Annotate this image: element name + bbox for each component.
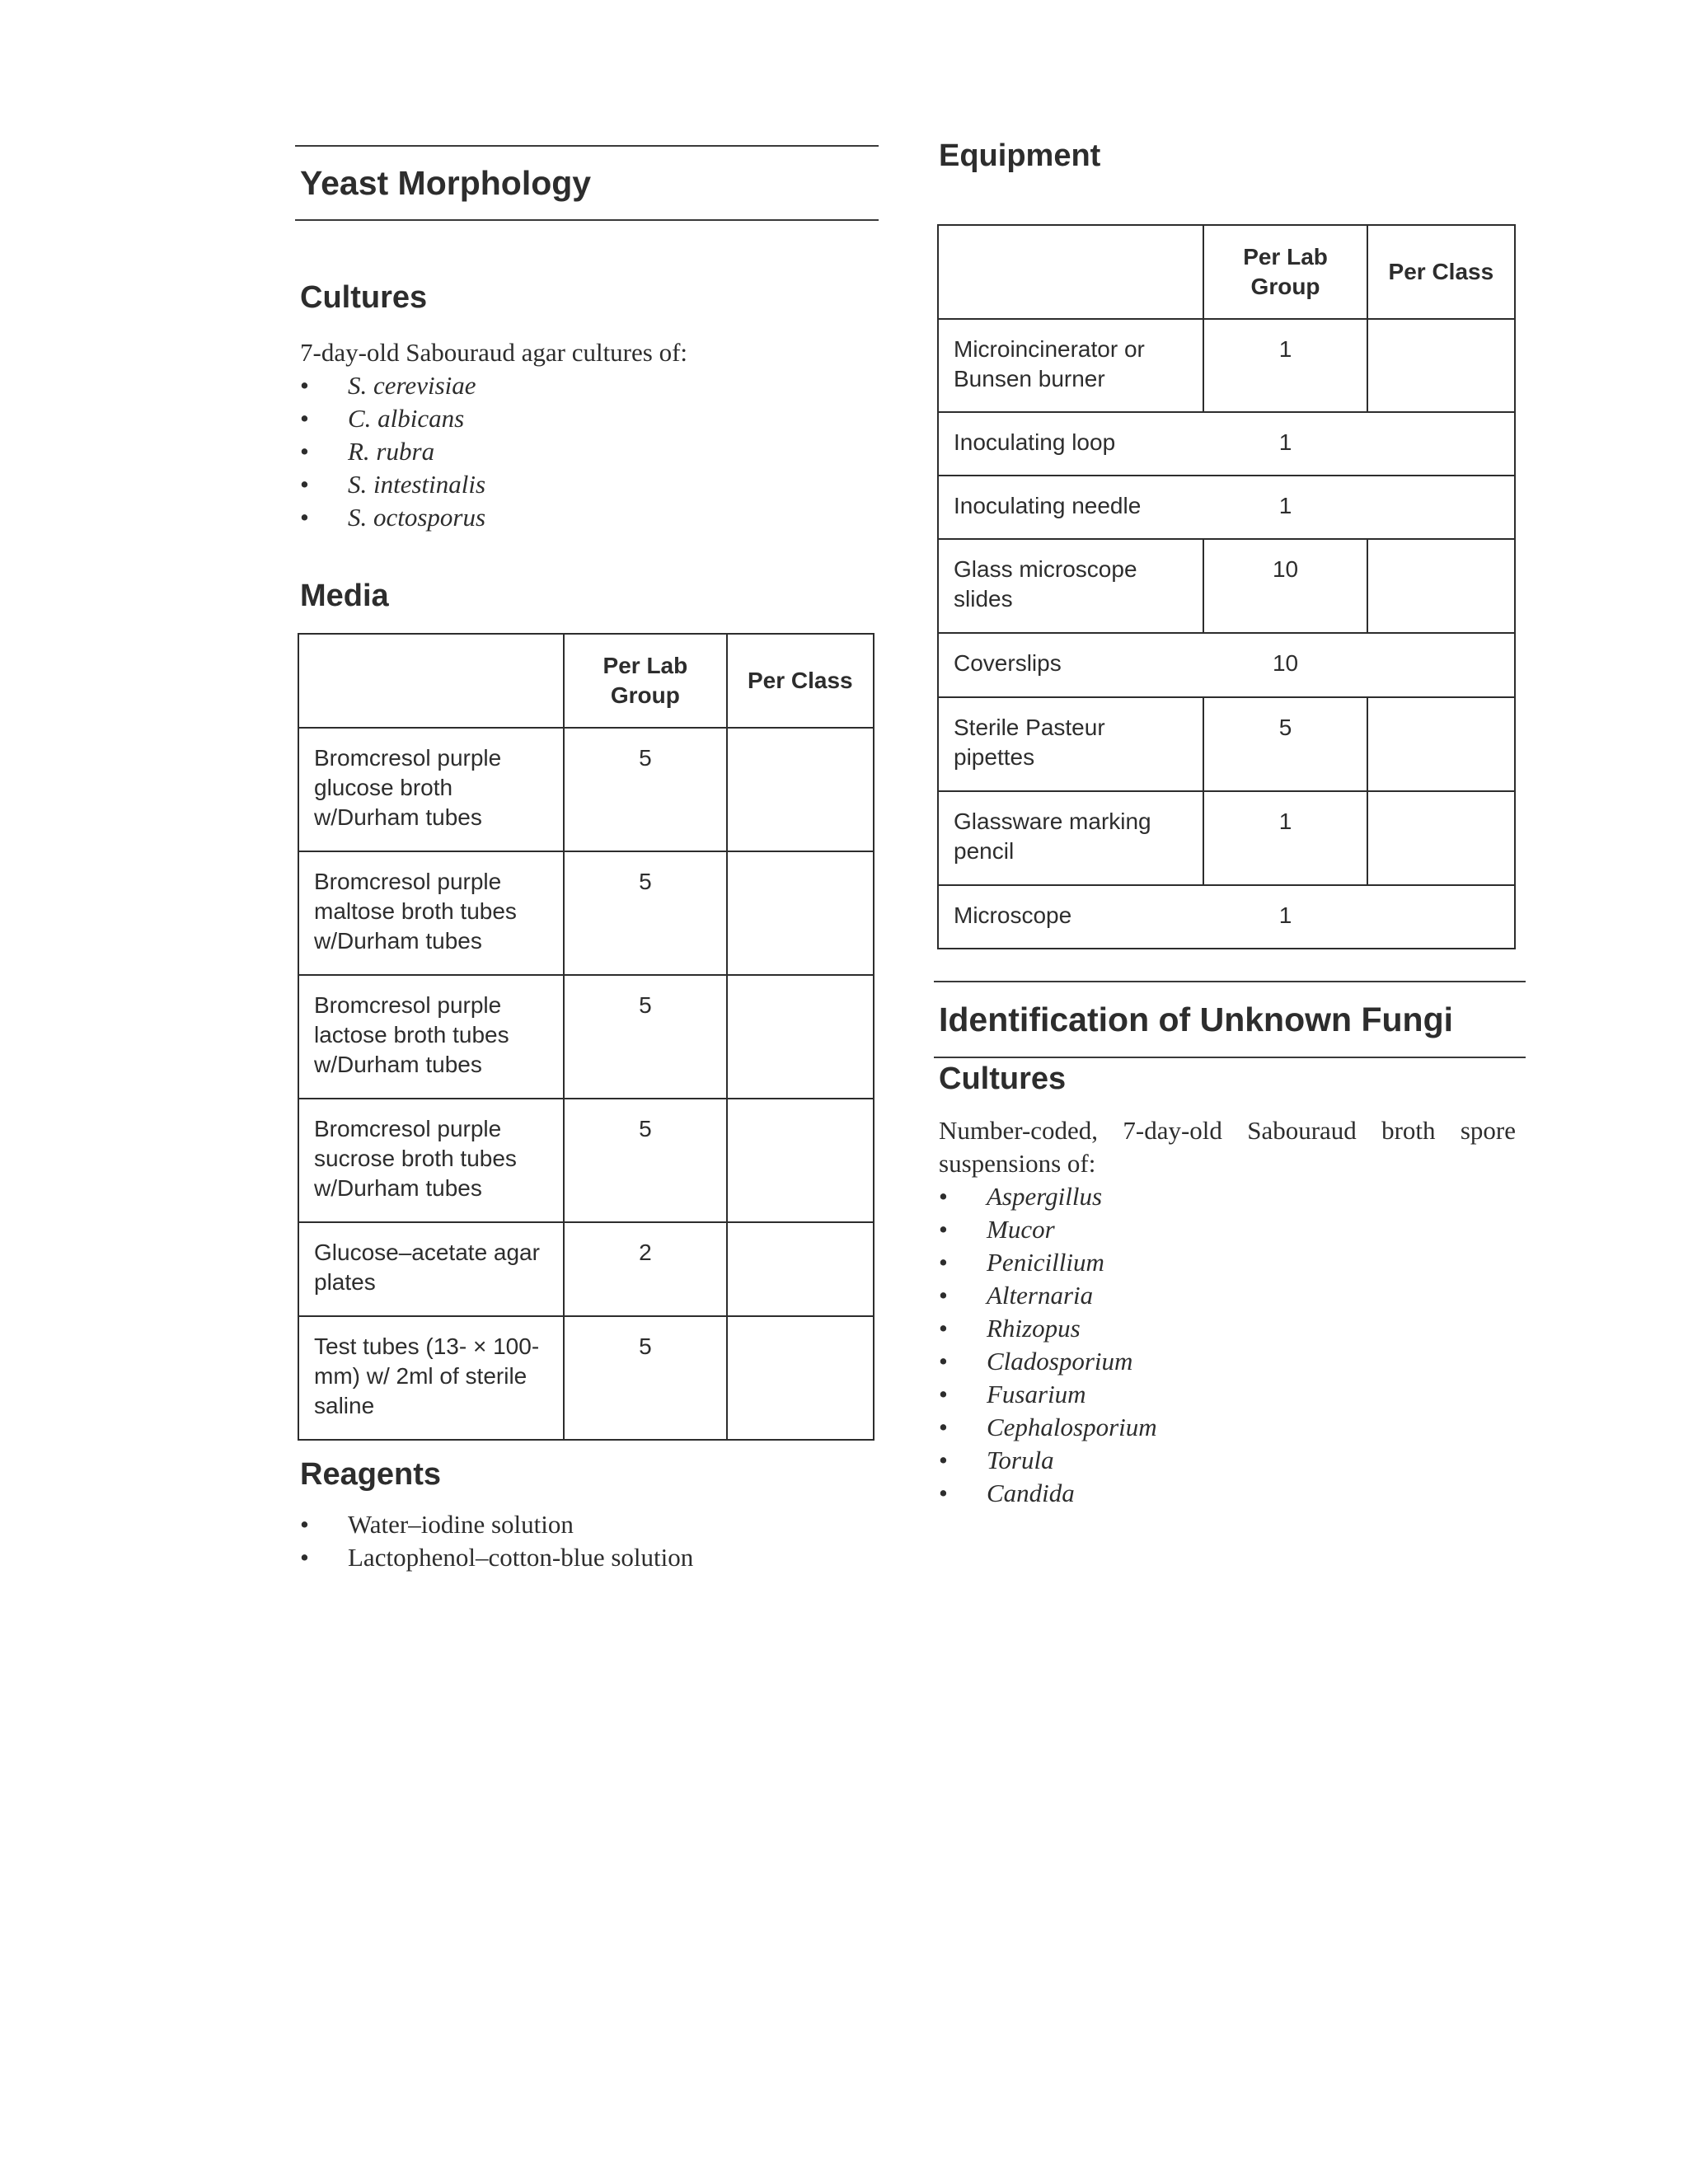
per-class-value	[1367, 697, 1515, 791]
section-title-yeast-morphology: Yeast Morphology	[295, 145, 879, 221]
per-lab-group-value: 5	[564, 851, 726, 975]
per-lab-group-value: 1	[1203, 412, 1367, 476]
per-class-value	[1367, 539, 1515, 633]
equipment-item: Glass microscope slides	[938, 539, 1203, 633]
list-item: • Aspergillus	[939, 1180, 1157, 1213]
list-item: • Cladosporium	[939, 1345, 1157, 1378]
table-row	[938, 476, 1515, 539]
column-header-per-class: Per Class	[1367, 225, 1515, 319]
heading-cultures: Cultures	[300, 280, 428, 315]
per-class-value	[727, 851, 874, 975]
per-class-value	[1367, 885, 1515, 949]
per-class-value	[727, 1316, 874, 1440]
media-item: Test tubes (13- × 100-mm) w/ 2ml of sterile saline	[298, 1316, 564, 1440]
per-lab-group-value: 5	[564, 728, 726, 851]
list-item: • R. rubra	[300, 435, 485, 468]
heading-cultures: Cultures	[939, 1062, 1067, 1096]
list-item: • S. cerevisiae	[300, 369, 485, 402]
media-item: Bromcresol purple glucose broth w/Durham tubes	[298, 728, 564, 851]
list-item: • Rhizopus	[939, 1312, 1157, 1345]
column-header-per-class: Per Class	[727, 634, 874, 728]
media-item: Bromcresol purple maltose broth tubes w/Durham tubes	[298, 851, 564, 975]
yeast-cultures-list	[300, 369, 485, 534]
column-header-per-lab-group: Per Lab Group	[564, 634, 726, 728]
heading-equipment: Equipment	[939, 138, 1101, 173]
list-item: • Penicillium	[939, 1246, 1157, 1279]
heading-reagents: Reagents	[300, 1457, 442, 1492]
reagents-list	[300, 1508, 693, 1574]
per-lab-group-value: 2	[564, 1222, 726, 1316]
list-item: • Lactophenol–cotton-blue solution	[300, 1541, 693, 1574]
per-lab-group-value: 1	[1203, 885, 1367, 949]
list-item: • Mucor	[939, 1213, 1157, 1246]
column-header-item	[298, 634, 564, 728]
table-row	[298, 851, 874, 975]
list-item: • Water–iodine solution	[300, 1508, 693, 1541]
list-item: • Candida	[939, 1477, 1157, 1510]
per-lab-group-value: 5	[564, 1099, 726, 1222]
per-class-value	[727, 975, 874, 1099]
per-class-value	[1367, 412, 1515, 476]
per-lab-group-value: 5	[564, 975, 726, 1099]
per-class-value	[1367, 476, 1515, 539]
table-row	[298, 728, 874, 851]
equipment-item: Glassware marking pencil	[938, 791, 1203, 885]
list-item: • Torula	[939, 1444, 1157, 1477]
table-header-row	[938, 225, 1515, 319]
heading-media: Media	[300, 579, 389, 613]
per-class-value	[727, 1099, 874, 1222]
equipment-item: Inoculating loop	[938, 412, 1203, 476]
table-row	[298, 975, 874, 1099]
per-class-value	[727, 728, 874, 851]
table-row	[938, 697, 1515, 791]
per-lab-group-value: 1	[1203, 476, 1367, 539]
table-row	[298, 1099, 874, 1222]
table-header-row	[298, 634, 874, 728]
table-row	[938, 319, 1515, 412]
per-lab-group-value: 5	[1203, 697, 1367, 791]
per-class-value	[1367, 791, 1515, 885]
equipment-item: Microincinerator or Bunsen burner	[938, 319, 1203, 412]
per-lab-group-value: 10	[1203, 633, 1367, 697]
per-lab-group-value: 5	[564, 1316, 726, 1440]
equipment-item: Sterile Pasteur pipettes	[938, 697, 1203, 791]
list-item: • Cephalosporium	[939, 1411, 1157, 1444]
media-table	[298, 633, 874, 1441]
fungi-cultures-intro: Number-coded, 7-day-old Sabouraud broth spore suspensions of:	[939, 1116, 1516, 1178]
equipment-item: Coverslips	[938, 633, 1203, 697]
per-lab-group-value: 10	[1203, 539, 1367, 633]
equipment-table	[937, 224, 1516, 949]
per-class-value	[1367, 633, 1515, 697]
cultures-intro: 7-day-old Sabouraud agar cultures of:	[300, 338, 688, 367]
table-row	[938, 633, 1515, 697]
list-item: • Fusarium	[939, 1378, 1157, 1411]
per-class-value	[727, 1222, 874, 1316]
section-title-identification-unknown-fungi: Identification of Unknown Fungi	[934, 981, 1526, 1058]
media-item: Bromcresol purple lactose broth tubes w/Durham tubes	[298, 975, 564, 1099]
per-lab-group-value: 1	[1203, 791, 1367, 885]
table-row	[938, 885, 1515, 949]
column-header-per-lab-group: Per Lab Group	[1203, 225, 1367, 319]
per-lab-group-value: 1	[1203, 319, 1367, 412]
table-row	[938, 539, 1515, 633]
fungi-cultures-list	[939, 1180, 1157, 1510]
column-header-item	[938, 225, 1203, 319]
list-item: • S. octosporus	[300, 501, 485, 534]
table-row	[298, 1222, 874, 1316]
list-item: • C. albicans	[300, 402, 485, 435]
equipment-item: Inoculating needle	[938, 476, 1203, 539]
table-row	[298, 1316, 874, 1440]
per-class-value	[1367, 319, 1515, 412]
media-item: Glucose–acetate agar plates	[298, 1222, 564, 1316]
table-row	[938, 412, 1515, 476]
list-item: • S. intestinalis	[300, 468, 485, 501]
media-item: Bromcresol purple sucrose broth tubes w/Durham tubes	[298, 1099, 564, 1222]
list-item: • Alternaria	[939, 1279, 1157, 1312]
table-row	[938, 791, 1515, 885]
equipment-item: Microscope	[938, 885, 1203, 949]
